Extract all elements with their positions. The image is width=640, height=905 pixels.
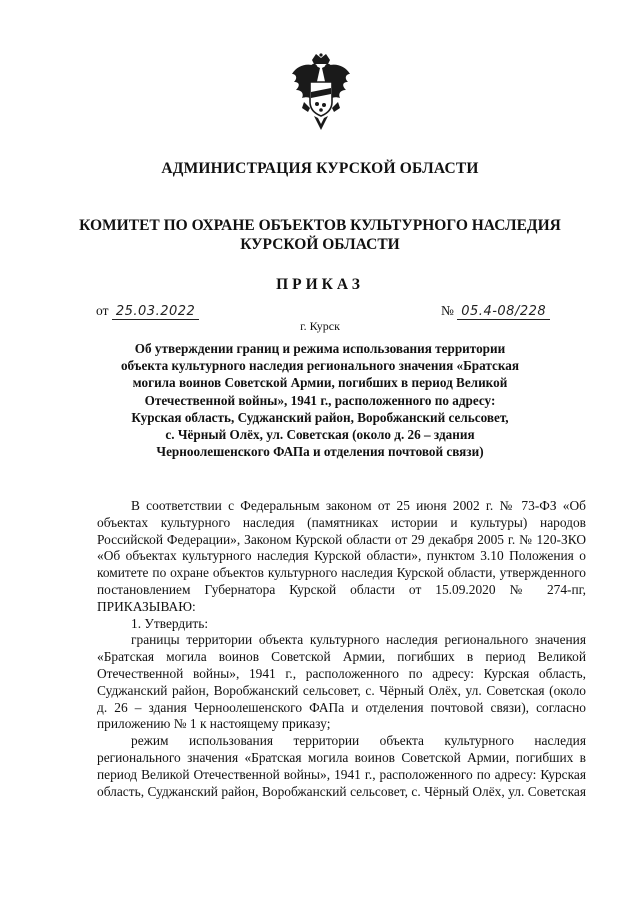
subject-line: с. Чёрный Олёх, ул. Советская (около д. 26 – здания	[165, 427, 475, 443]
body-paragraph: 1. Утвердить:	[131, 615, 209, 631]
subject-line: Об утверждении границ и режима использования территории	[134, 341, 506, 356]
coat-of-arms-icon	[290, 52, 352, 132]
committee-title	[0, 216, 640, 254]
committee-title-line1: КОМИТЕТ ПО ОХРАНЕ ОБЪЕКТОВ КУЛЬТУРНОГО НАСЛЕДИЯ	[79, 217, 561, 234]
order-subject	[60, 340, 580, 460]
subject-line: Отечественной войны», 1941 г., расположенного по адресу:	[144, 392, 496, 408]
date-value: 25.03.2022	[112, 304, 199, 320]
date-prefix: от	[96, 303, 109, 318]
city-label: г. Курск	[300, 319, 340, 333]
committee-title-line2: КУРСКОЙ ОБЛАСТИ	[240, 236, 400, 253]
document-type: ПРИКАЗ	[276, 276, 364, 293]
subject-line: Черноолешенского ФАПа и отделения почтовой связи)	[156, 444, 484, 460]
subject-line: объекта культурного наследия регионального значения «Братская	[120, 358, 520, 374]
subject-line: могила воинов Советской Армии, погибших в период Великой	[132, 375, 508, 391]
number-prefix: №	[441, 303, 454, 318]
number-value: 05.4-08/228	[457, 304, 550, 320]
order-body	[97, 498, 586, 800]
administration-title: АДМИНИСТРАЦИЯ КУРСКОЙ ОБЛАСТИ	[161, 160, 479, 177]
body-paragraph: В соответствии с Федеральным законом от 25 июня 2002 г. № 73-ФЗ «Об объектах культурного наследия (памятниках истории и культуры) народов Российской Федерации», Законом Курской области от 29 декабря 2005 г. № 120-ЗКО «Об объектах культурного наследия Курской области», пунктом 3.10 Положения о комитете по охране объектов культурного наследия Курской области, утвержденного постановлением Губернатора Курской области от 15.09.2020 № 274-пг, ПРИКАЗЫВАЮ:	[97, 498, 586, 614]
order-number	[441, 303, 550, 319]
order-date	[96, 303, 199, 319]
body-paragraph: режим использования территории объекта культурного наследия регионального значения «Братская могила воинов Советской Армии, погибших в период Великой Отечественной войны», 1941 г., расположенного по адресу: Курская область, Суджанский район, Воробжанский сельсовет, с. Чёрный Олёх, ул. Советская	[97, 733, 586, 799]
subject-line: Курская область, Суджанский район, Воробжанский сельсовет,	[131, 409, 509, 425]
body-paragraph: границы территории объекта культурного наследия регионального значения «Братская могила воинов Советской Армии, погибших в период Великой Отечественной войны», 1941 г., расположенного по адресу: Курская область, Суджанский район, Воробжанский сельсовет, с. Чёрный Олёх, ул. Советская (около д. 26 – здания Черноолешенского ФАПа и отделения почтовой связи), согласно приложению № 1 к настоящему приказу;	[97, 632, 586, 732]
